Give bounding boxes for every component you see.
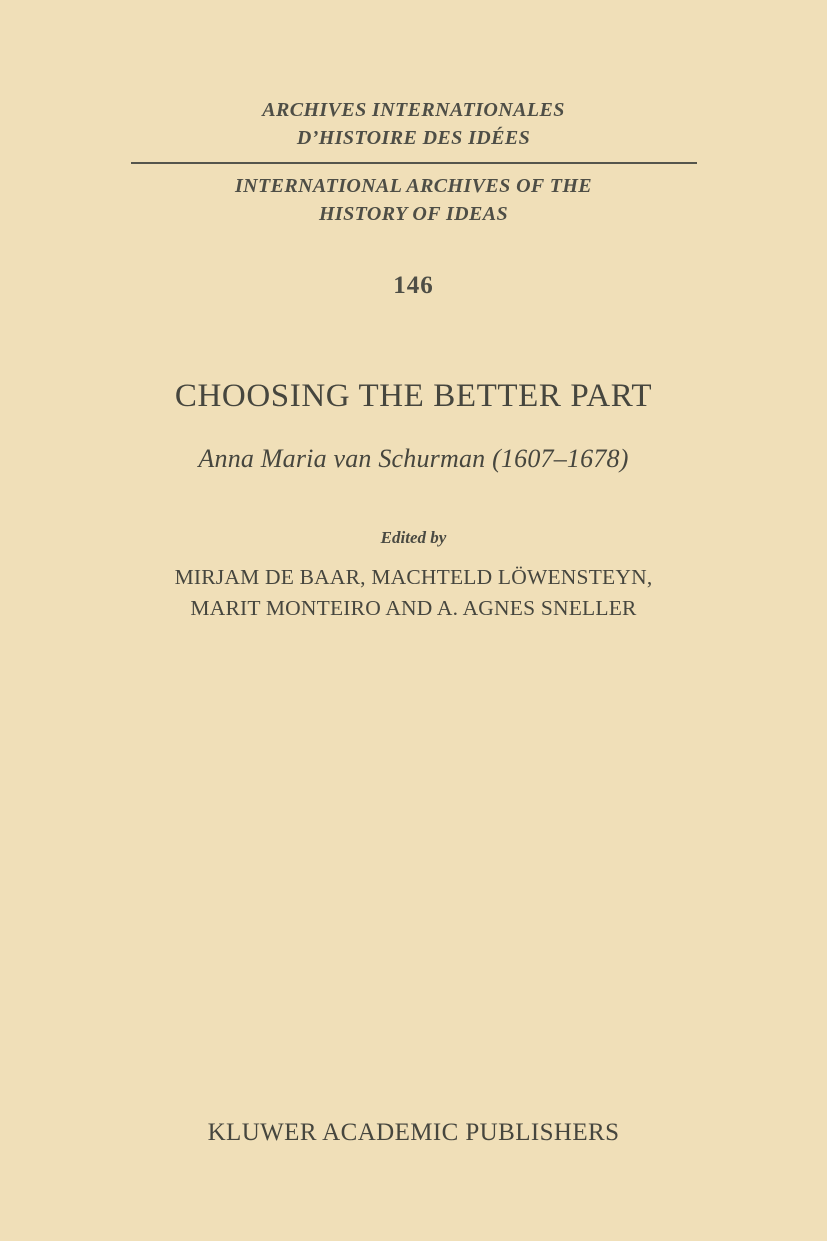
edited-by-label: Edited by <box>380 528 447 547</box>
series-divider-rule <box>131 162 697 164</box>
publisher-name: KLUWER ACADEMIC PUBLISHERS <box>207 1119 620 1146</box>
series-title-french-line2: D’HISTOIRE DES IDÉES <box>296 127 531 150</box>
series-title-english-line1: INTERNATIONAL ARCHIVES OF THE <box>234 174 593 197</box>
book-subtitle: Anna Maria van Schurman (1607–1678) <box>198 444 629 473</box>
series-block <box>0 96 827 229</box>
volume-number: 146 <box>393 272 434 299</box>
series-title-english-line2: HISTORY OF IDEAS <box>318 203 509 226</box>
editors-list <box>0 562 827 624</box>
series-title-french-line1: ARCHIVES INTERNATIONALES <box>262 99 565 121</box>
book-title: CHOOSING THE BETTER PART <box>174 378 653 414</box>
editors-line-1: MIRJAM DE BAAR, MACHTELD LÖWENSTEYN, <box>174 565 653 589</box>
series-title-french <box>0 96 827 153</box>
series-title-english <box>0 172 827 229</box>
editors-line-2: MARIT MONTEIRO AND A. AGNES SNELLER <box>190 596 637 621</box>
